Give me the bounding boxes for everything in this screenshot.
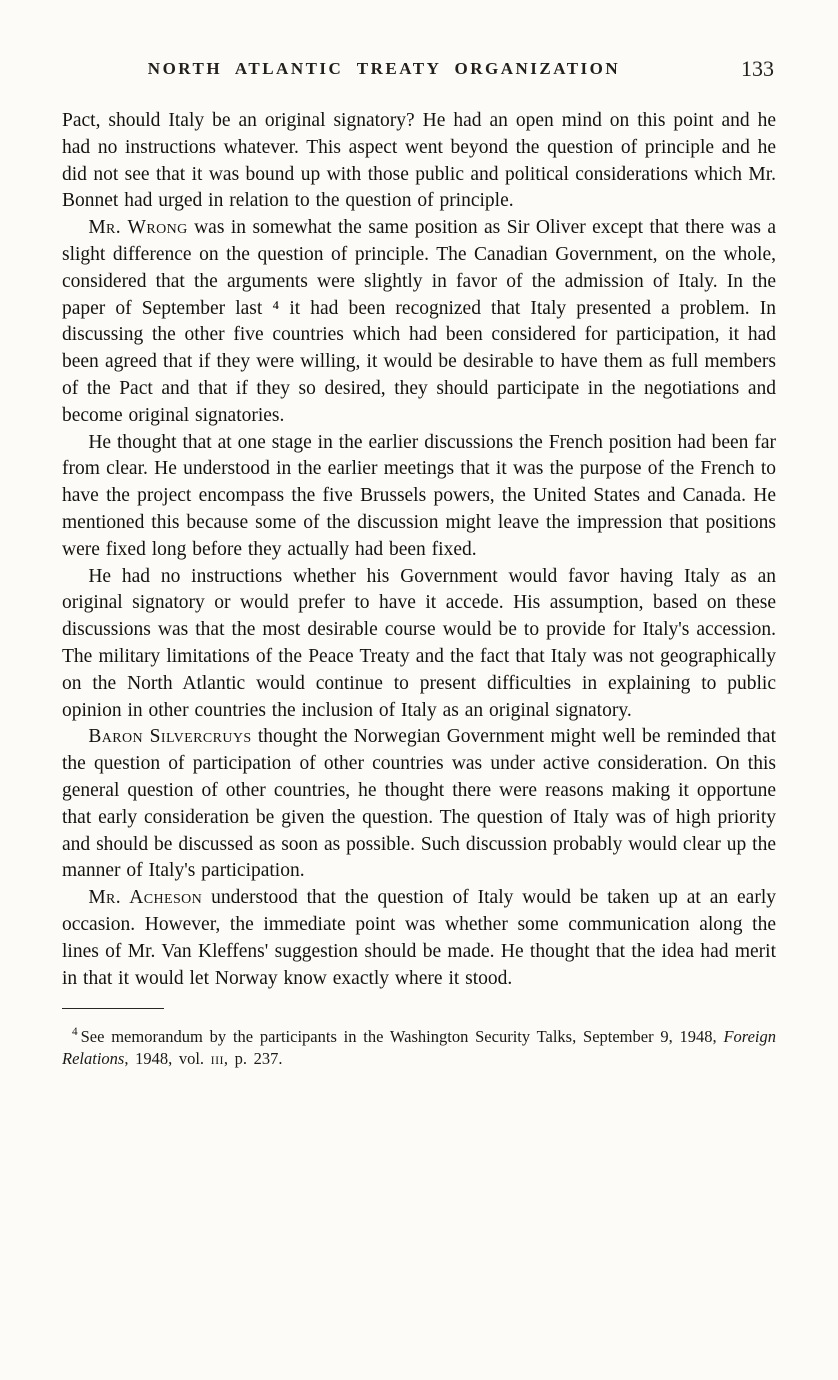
paragraph-text: He had no instructions whether his Government would favor having Italy as an original signatory or would prefer to have it accede. His assumption, based on these discussions was that the most desirable course would be to provide for Italy's accession. The military limitations of the Peace Treaty and the fact that Italy was not geographically on the North Atlantic would continue to present difficulties in explaining to public opinion in other countries the inclusion of Italy as an original signatory.: [62, 565, 776, 721]
speaker-name: Mr. Wrong: [88, 217, 188, 239]
paragraph-text: thought the Norwegian Government might well be reminded that the question of participation of other countries was under active consideration. On this general question of other countries, he thought there were reasons making it opportune that early consideration be given the question. The question of Italy was of high priority and should be discussed as soon as possible. Such discussion probably would clear up the manner of Italy's participation.: [62, 726, 776, 882]
footnote-rule: [62, 1008, 164, 1009]
footnote: [62, 1026, 776, 1071]
footnote-italic-title: Foreign Relations: [62, 1026, 776, 1069]
paragraph-text: He thought that at one stage in the earlier discussions the French position had been far from clear. He understood in the earlier meetings that it was the purpose of the French to have the project encompass the five Brussels powers, the United States and Canada. He mentioned this because some of the discussion might leave the impression that positions were fixed long before they actually had been fixed.: [62, 431, 776, 560]
paragraph: [62, 724, 776, 885]
footnote-text: , 1948, vol.: [124, 1049, 211, 1069]
paragraph-text: understood that the question of Italy would be taken up at an early occasion. However, the immediate point was whether some communication along the lines of Mr. Van Kleffens' suggestion should be made. He thought that the idea had merit in that it would let Norway know exactly where it stood.: [62, 887, 777, 989]
footnote-block: [62, 1008, 776, 1071]
page-number: 133: [741, 56, 774, 81]
footnote-marker: 4: [72, 1026, 78, 1039]
paragraph: [62, 108, 776, 215]
speaker-name: Baron Silvercruys: [88, 726, 252, 748]
paragraph: [62, 885, 776, 992]
paragraph-text: was in somewhat the same position as Sir Oliver except that there was a slight difference on the question of principle. The Canadian Government, on the whole, considered that the arguments were slightly in favor of the admission of Italy. In the paper of September last ⁴ it had been recognized that Italy presented a problem. In discussing the other five countries which had been considered for participation, it had been agreed that if they were willing, it would be desirable to have them as full members of the Pact and that if they so desired, they should participate in the negotiations and become original signatories.: [62, 217, 777, 426]
paragraph: [62, 430, 776, 564]
running-head: [62, 56, 776, 86]
footnote-text: See memorandum by the participants in the Washington Security Talks, September 9, 1948,: [80, 1026, 724, 1046]
footnote-volume-numeral: iii: [210, 1049, 224, 1069]
speaker-name: Mr. Acheson: [88, 887, 203, 909]
footnote-text: , p. 237.: [223, 1049, 283, 1069]
running-header-title: NORTH ATLANTIC TREATY ORGANIZATION: [147, 59, 621, 78]
paragraph: [62, 564, 776, 725]
paragraph: [62, 215, 776, 429]
body-text: [62, 108, 776, 992]
paragraph-text: Pact, should Italy be an original signatory? He had an open mind on this point and he had no instructions whatever. This aspect went beyond the question of principle and he did not see that it was bound up with those public and political considerations which Mr. Bonnet had urged in relation to the question of principle.: [62, 110, 776, 212]
